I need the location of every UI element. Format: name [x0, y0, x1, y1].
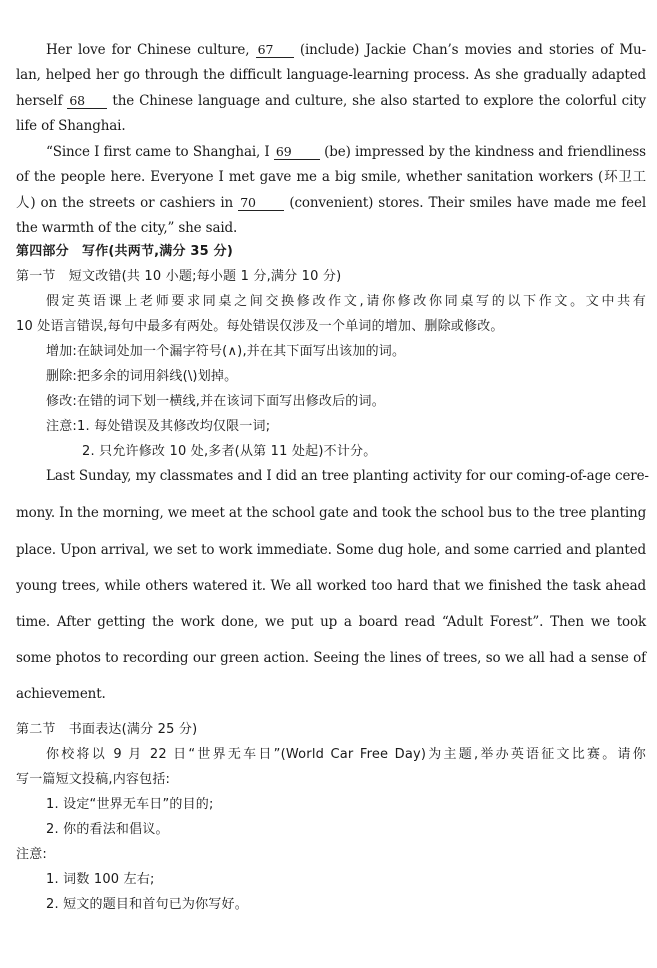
notes-label: 注意: — [16, 847, 47, 862]
section-title: 第一节 短文改错(共 10 小题;每小题 1 分,满分 10 分) — [16, 269, 342, 284]
passage-line: of the people here. Everyone I met gave me a big smile, whether sanitation workers (环卫工 — [16, 169, 646, 185]
passage-text: (convenient) stores. Their smiles have made me feel — [289, 195, 646, 211]
essay-line: mony. In the morning, we meet at the school gate and took the school bus to the tree planting — [16, 505, 647, 521]
section-title: 第二节 书面表达(满分 25 分) — [16, 722, 198, 737]
task-item: 1. 设定“世界无车日”的目的; — [46, 797, 214, 812]
task-item: 2. 你的看法和倡议。 — [46, 822, 169, 837]
passage-line — [16, 195, 646, 211]
passage-line: life of Shanghai. — [16, 118, 126, 134]
passage-text: (include) Jackie Chan’s movies and stories of Mu- — [299, 42, 646, 58]
essay-line: young trees, while others watered it. We all worked too hard that we finished the task ahead — [16, 578, 646, 594]
passage-line — [46, 42, 646, 58]
passage-text: (be) impressed by the kindness and friendliness — [324, 144, 646, 160]
rule-delete: 删除:把多余的词用斜线(\)划掉。 — [46, 369, 238, 384]
note-item: 2. 短文的题目和首句已为你写好。 — [46, 897, 248, 912]
rule-modify: 修改:在错的词下划一横线,并在该词下面写出修改后的词。 — [46, 394, 385, 409]
blank-70[interactable]: 70 — [238, 196, 284, 211]
note-item: 注意:1. 每处错误及其修改均仅限一词; — [46, 419, 271, 434]
passage-text: herself — [16, 93, 63, 109]
blank-68[interactable]: 68 — [67, 94, 107, 109]
passage-text: the Chinese language and culture, she also started to explore the colorful city — [112, 93, 646, 109]
task-text: 你校将以 9 月 22 日“世界无车日”(World Car Free Day)为主题,举办英语征文比赛。请你 — [46, 747, 646, 762]
essay-line: some photos to recording our green action. Seeing the lines of trees, so we all had a sense of — [16, 650, 646, 666]
task-text: 写一篇短文投稿,内容包括: — [16, 772, 171, 787]
essay-line: place. Upon arrival, we set to work immediate. Some dug hole, and some carried and planted — [16, 542, 646, 558]
instruction-text: 10 处语言错误,每句中最多有两处。每处错误仅涉及一个单词的增加、删除或修改。 — [16, 319, 504, 334]
passage-line: lan, helped her go through the difficult language-learning process. As she gradually adapted — [16, 67, 646, 83]
passage-text: “Since I first came to Shanghai, I — [46, 144, 270, 160]
essay-line: time. After getting the work done, we put up a board read “Adult Forest”. Then we took — [16, 614, 646, 630]
passage-line — [46, 144, 646, 160]
blank-67[interactable]: 67 — [256, 43, 294, 58]
passage-line: the warmth of the city,” she said. — [16, 220, 238, 236]
blank-69[interactable]: 69 — [274, 145, 320, 160]
note-item: 2. 只允许修改 10 处,多者(从第 11 处起)不计分。 — [82, 444, 377, 459]
passage-line — [16, 93, 646, 109]
passage-text: 人) on the streets or cashiers in — [16, 195, 234, 211]
note-item: 1. 词数 100 左右; — [46, 872, 155, 887]
rule-add: 增加:在缺词处加一个漏字符号(∧),并在其下面写出该加的词。 — [46, 344, 406, 359]
essay-line: Last Sunday, my classmates and I did an tree planting activity for our coming-of-age cere- — [46, 468, 649, 484]
passage-text: Her love for Chinese culture, — [46, 42, 250, 58]
essay-line: achievement. — [16, 686, 106, 702]
instruction-text: 假定英语课上老师要求同桌之间交换修改作文,请你修改你同桌写的以下作文。文中共有 — [46, 294, 646, 309]
part-title: 第四部分 写作(共两节,满分 35 分) — [16, 244, 233, 259]
